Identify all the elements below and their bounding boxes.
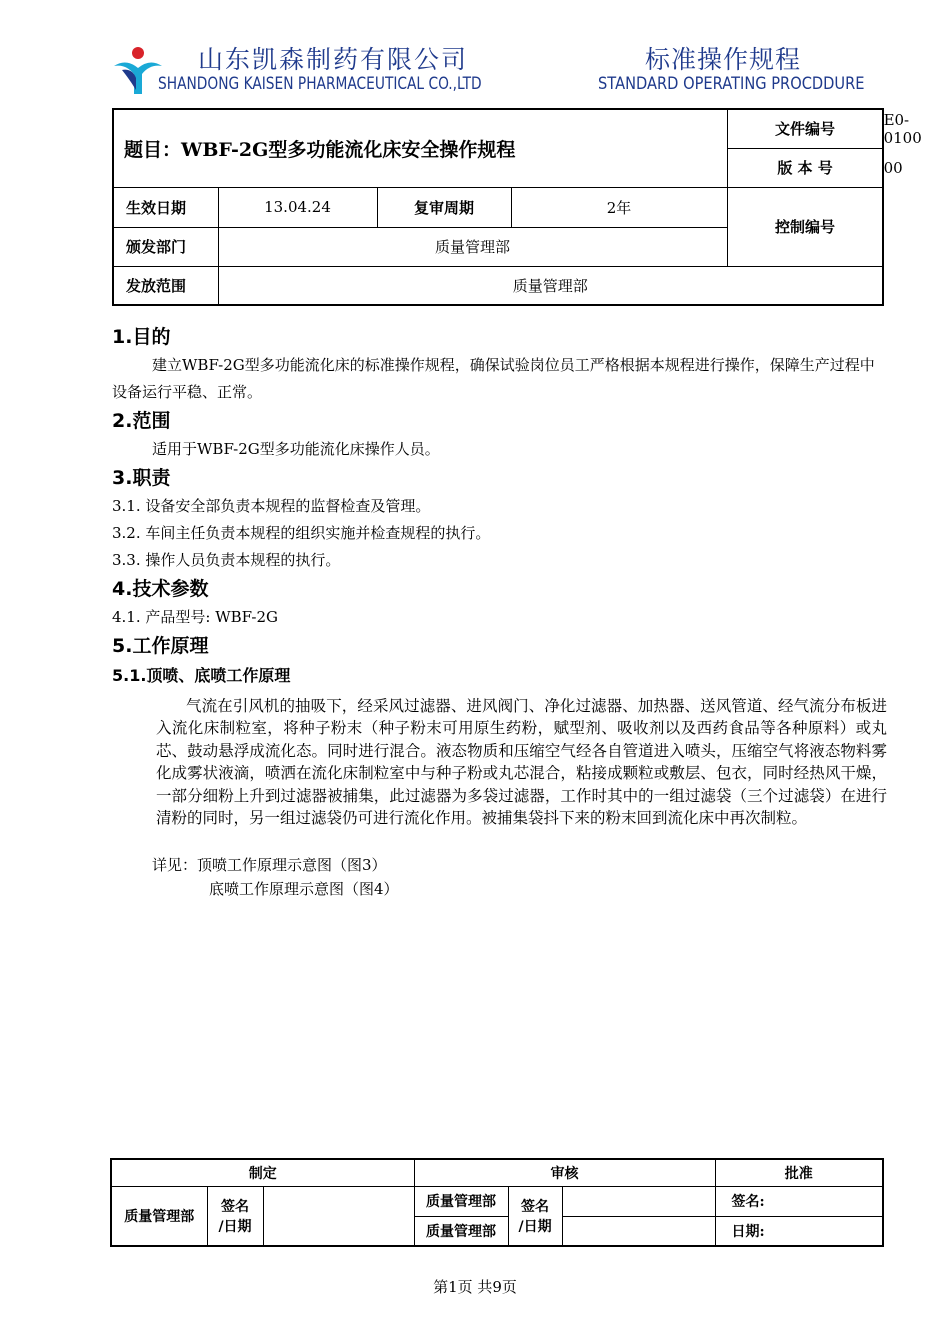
version-label: 版 本 号 — [727, 148, 883, 187]
page-number: 第1页 共9页 — [433, 1278, 517, 1296]
section-principle-title: 5.工作原理 — [112, 635, 209, 657]
review-period-value: 2年 — [511, 187, 727, 227]
doc-no-label: 文件编号 — [727, 109, 883, 148]
section-purpose-title: 1.目的 — [112, 326, 171, 348]
issue-dept-value: 质量管理部 — [218, 227, 727, 266]
sign-label: 签名 — [221, 1198, 249, 1215]
company-name-en: SHANDONG KAISEN PHARMACEUTICAL CO.,LTD — [158, 74, 482, 94]
param-item: 4.1. 产品型号: WBF-2G — [112, 608, 278, 626]
section-purpose-text: 建立WBF-2G型多功能流化床的标准操作规程，确保试验岗位员工严格根据本规程进行操作，保障生产过程中设备运行平稳、正常。 — [112, 356, 875, 401]
approve-label: 批准 — [715, 1159, 883, 1186]
section-scope-title: 2.范围 — [112, 410, 171, 432]
approve-date[interactable]: 日期: — [715, 1216, 883, 1246]
make-sign-field[interactable] — [263, 1186, 414, 1246]
subsection-spray-title: 5.1.顶喷、底喷工作原理 — [112, 666, 291, 685]
review-label: 审核 — [414, 1159, 715, 1186]
see-also-line-1: 详见：顶喷工作原理示意图（图3） — [152, 856, 387, 875]
control-no-label: 控制编号 — [727, 187, 883, 266]
kaisen-logo-icon — [112, 44, 164, 96]
letterhead — [0, 0, 950, 105]
scope-label: 发放范围 — [113, 266, 218, 305]
document-body — [112, 322, 887, 901]
duty-item: 3.2. 车间主任负责本规程的组织实施并检查规程的执行。 — [112, 524, 491, 542]
effective-date-value: 13.04.24 — [218, 187, 377, 227]
subsection-spray-text: 气流在引风机的抽吸下，经采风过滤器、进风阀门、净化过滤器、加热器、送风管道、经气流分布板进入流化床制粒室，将种子粉末（种子粉末可用原生药粉，赋型剂、吸收剂以及西药食品等各种原料）或丸芯、鼓动悬浮成流化态。同时进行混合。液态物质和压缩空气经各自管道进入喷头，压缩空气将液态物料雾化成雾状液滴，喷洒在流化床制粒室中与种子粉或丸芯混合，粘接成颗粒或敷层、包衣，同时经热风干燥，一部分细粉上升到过滤器被捕集，此过滤器为多袋过滤器，工作时其中的一组过滤袋（三个过滤袋）在进行清粉的同时，另一组过滤袋仍可进行流化作用。被捕集袋抖下来的粉末回到流化床中再次制粒。 — [156, 697, 887, 828]
see-also-line-2: 底喷工作原理示意图（图4） — [209, 880, 399, 899]
sign-label: 签名 — [521, 1198, 550, 1215]
make-dept: 质量管理部 — [111, 1186, 207, 1246]
review-sign-field-1[interactable] — [562, 1186, 715, 1216]
review-dept-1: 质量管理部 — [414, 1186, 508, 1216]
scope-value: 质量管理部 — [218, 266, 883, 305]
date-label: /日期 — [218, 1218, 252, 1235]
document-title: 题目：WBF-2G型多功能流化床安全操作规程 — [113, 109, 727, 187]
section-scope-text: 适用于WBF-2G型多功能流化床操作人员。 — [152, 440, 440, 458]
review-dept-2: 质量管理部 — [414, 1216, 508, 1246]
doc-type-en: STANDARD OPERATING PROCDDURE — [598, 74, 865, 94]
issue-dept-label: 颁发部门 — [113, 227, 218, 266]
date-label: /日期 — [518, 1218, 552, 1235]
document-info-table: 题目：WBF-2G型多功能流化床安全操作规程 文件编号 E0-0100 版 本 号 00 生效日期 13.04.24 复审周期 2年 控制编号 颁发部门 质量管理部 发放范围 质量管理部 — [112, 108, 884, 306]
see-also — [152, 853, 887, 901]
duty-item: 3.1. 设备安全部负责本规程的监督检查及管理。 — [112, 497, 431, 515]
signoff-table — [110, 1158, 884, 1247]
effective-date-label: 生效日期 — [113, 187, 218, 227]
make-label: 制定 — [111, 1159, 414, 1186]
section-duty-title: 3.职责 — [112, 467, 171, 489]
approve-sign[interactable]: 签名: — [715, 1186, 883, 1216]
review-period-label: 复审周期 — [377, 187, 511, 227]
doc-type-cn: 标准操作规程 — [645, 45, 802, 74]
section-params-title: 4.技术参数 — [112, 578, 209, 600]
make-sign-label — [207, 1186, 263, 1246]
duty-item: 3.3. 操作人员负责本规程的执行。 — [112, 551, 341, 569]
company-name-cn: 山东凯森制药有限公司 — [198, 45, 469, 74]
review-sign-label — [508, 1186, 562, 1246]
review-sign-field-2[interactable] — [562, 1216, 715, 1246]
